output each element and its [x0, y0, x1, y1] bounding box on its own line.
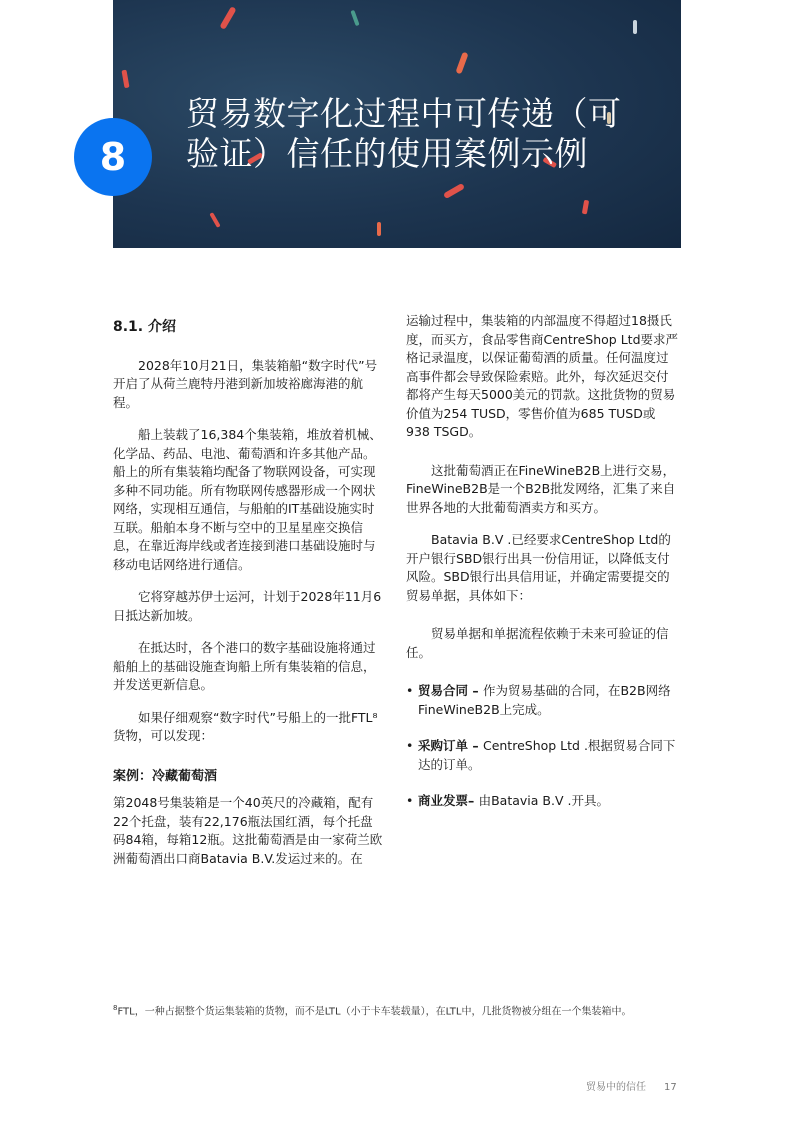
ship: [377, 222, 381, 236]
ship: [121, 70, 129, 89]
list-item-term: 贸易合同 –: [418, 683, 483, 698]
chapter-number-badge: 8: [74, 118, 152, 196]
list-item-text: 作为贸易基础的合同，在B2B网络FineWineB2B上完成。: [418, 683, 671, 717]
ship: [219, 6, 236, 30]
footnote-text: FTL，一种占据整个货运集装箱的货物，而不是LTL（小于卡车装载量），在LTL中，几批货物被分组在一个集装箱中。: [117, 1006, 632, 1018]
paragraph: 船上装载了16,384个集装箱，堆放着机械、化学品、药品、电池、葡萄酒和许多其他产品。船上的所有集装箱均配备了物联网设备，可实现多种不同功能。所有物联网传感器形成一个网状网络，实现相互通信，与船舶的IT基础设施实时互联。船舶本身不断与空中的卫星星座交换信息，在靠近海岸线或者连接到港口基础设施时与移动电话网络进行通信。: [113, 427, 382, 572]
hero-image-sea-with-ships: [113, 0, 681, 248]
paragraph: 贸易单据和单据流程依赖于未来可验证的信任。: [406, 626, 669, 660]
list-item: [406, 737, 678, 774]
paragraph: Batavia B.V .已经要求CentreShop Ltd的开户银行SBD银行出具一份信用证，以降低支付风险。SBD银行出具信用证，并确定需要提交的贸易单据，具体如下：: [406, 532, 671, 603]
footnote: [113, 996, 673, 1024]
paragraph: 2028年10月21日，集装箱船“数字时代”号开启了从荷兰鹿特丹港到新加坡裕廊海港的航程。: [113, 357, 378, 410]
ship: [582, 200, 589, 215]
list-item: [406, 792, 678, 811]
page-footer: [586, 1078, 686, 1093]
list-item-term: 采购订单 –: [418, 738, 483, 753]
ship: [209, 212, 220, 228]
running-title: 贸易中的信任: [586, 1082, 646, 1093]
case-heading: 案例：冷藏葡萄酒: [113, 768, 218, 784]
list-item-term: 商业发票–: [418, 793, 479, 808]
footnote-marker: 8: [113, 1004, 118, 1012]
section-heading: 8.1. 介绍: [113, 319, 176, 335]
list-item: [406, 682, 678, 719]
chapter-title: 贸易数字化过程中可传递（可验证）信任的使用案例示例: [186, 94, 622, 173]
paragraph: 运输过程中，集装箱的内部温度不得超过18摄氏度，而买方，食品零售商CentreShop Ltd要求严格记录温度，以保证葡萄酒的质量。任何温度过高事件都会导致保险索赔。此外，每次延迟交付都将产生每天5000美元的罚款。这批货物的贸易价值为254 TUSD，零售价值为685 TUSD或938 TSGD。: [406, 313, 679, 439]
right-column: [406, 312, 678, 829]
paragraph: 这批葡萄酒正在FineWineB2B上进行交易，FineWineB2B是一个B2B批发网络，汇集了来自世界各地的大批葡萄酒卖方和买方。: [406, 462, 676, 515]
list-item-text: 由Batavia B.V .开具。: [478, 793, 609, 808]
page-number: 17: [664, 1082, 677, 1093]
ship: [443, 183, 465, 199]
ship: [633, 20, 637, 34]
ship: [350, 10, 359, 26]
left-column: [113, 312, 383, 882]
paragraph: 在抵达时，各个港口的数字基础设施将通过船舶上的基础设施查询船上所有集装箱的信息，并发送更新信息。: [113, 640, 376, 692]
list-item-text: CentreShop Ltd .根据贸易合同下达的订单。: [418, 738, 676, 772]
document-list: [406, 682, 678, 811]
case-paragraph: 第2048号集装箱是一个40英尺的冷藏箱，配有22个托盘，装有22,176瓶法国红酒，每个托盘码84箱，每箱12瓶。这批葡萄酒是由一家荷兰欧洲葡萄酒出口商Batavia B.V.发运过来的。在: [113, 795, 383, 866]
paragraph: 如果仔细观察“数字时代”号船上的一批FTL⁸货物，可以发现：: [113, 709, 378, 743]
ship: [455, 52, 468, 75]
paragraph: 它将穿越苏伊士运河，计划于2028年11月6日抵达新加坡。: [113, 589, 382, 623]
